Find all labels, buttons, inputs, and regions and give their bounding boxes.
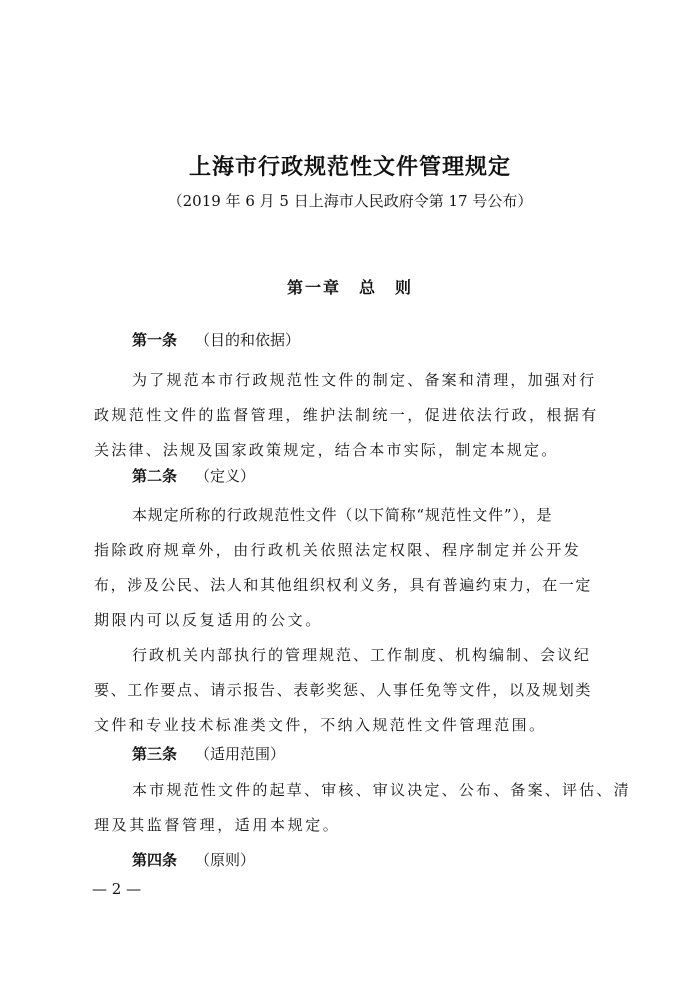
article-heading: （目的和依据） [195,331,301,349]
article-heading: （适用范围） [195,745,286,763]
document-subtitle: （2019 年 6 月 5 日上海市人民政府令第 17 号公布） [167,192,533,210]
article-number: 第二条 [132,467,178,485]
article-number: 第三条 [132,745,178,763]
paragraph-line: 要、工作要点、请示报告、表彰奖惩、人事任免等文件，以及规划类 [94,681,593,699]
paragraph-line: 文件和专业技术标准类文件，不纳入规范性文件管理范围。 [94,716,547,734]
article-4-header [132,850,255,870]
paragraph-line: 本市规范性文件的起草、审核、审议决定、公布、备案、评估、清 [132,781,631,799]
paragraph-line: 关法律、法规及国家政策规定，结合本市实际，制定本规定。 [94,441,559,459]
document-title: 上海市行政规范性文件管理规定 [188,154,511,180]
article-1-header [132,330,300,350]
page-number: — 2 — [92,880,142,898]
article-2-header [132,466,255,486]
article-3-header [132,744,285,764]
paragraph-line: 政规范性文件的监督管理，维护法制统一，促进依法行政，根据有 [94,406,599,424]
paragraph-line: 布，涉及公民、法人和其他组织权利义务，具有普遍约束力，在一定 [94,576,593,594]
paragraph-line: 指除政府规章外，由行政机关依照法定权限、程序制定并公开发 [94,541,582,559]
chapter-heading: 第一章 总 则 [286,278,413,297]
article-heading: （定义） [195,467,256,485]
paragraph-line: 行政机关内部执行的管理规范、工作制度、机构编制、会议纪 [132,646,592,664]
paragraph-line: 本规定所称的行政规范性文件（以下简称“规范性文件”），是 [132,506,553,524]
paragraph-line: 为了规范本市行政规范性文件的制定、备案和清理，加强对行 [132,371,597,389]
article-number: 第四条 [132,851,178,869]
paragraph-line: 期限内可以反复适用的公文。 [94,611,323,629]
article-number: 第一条 [132,331,178,349]
paragraph-line: 理及其监督管理，适用本规定。 [94,816,341,834]
article-heading: （原则） [195,851,256,869]
